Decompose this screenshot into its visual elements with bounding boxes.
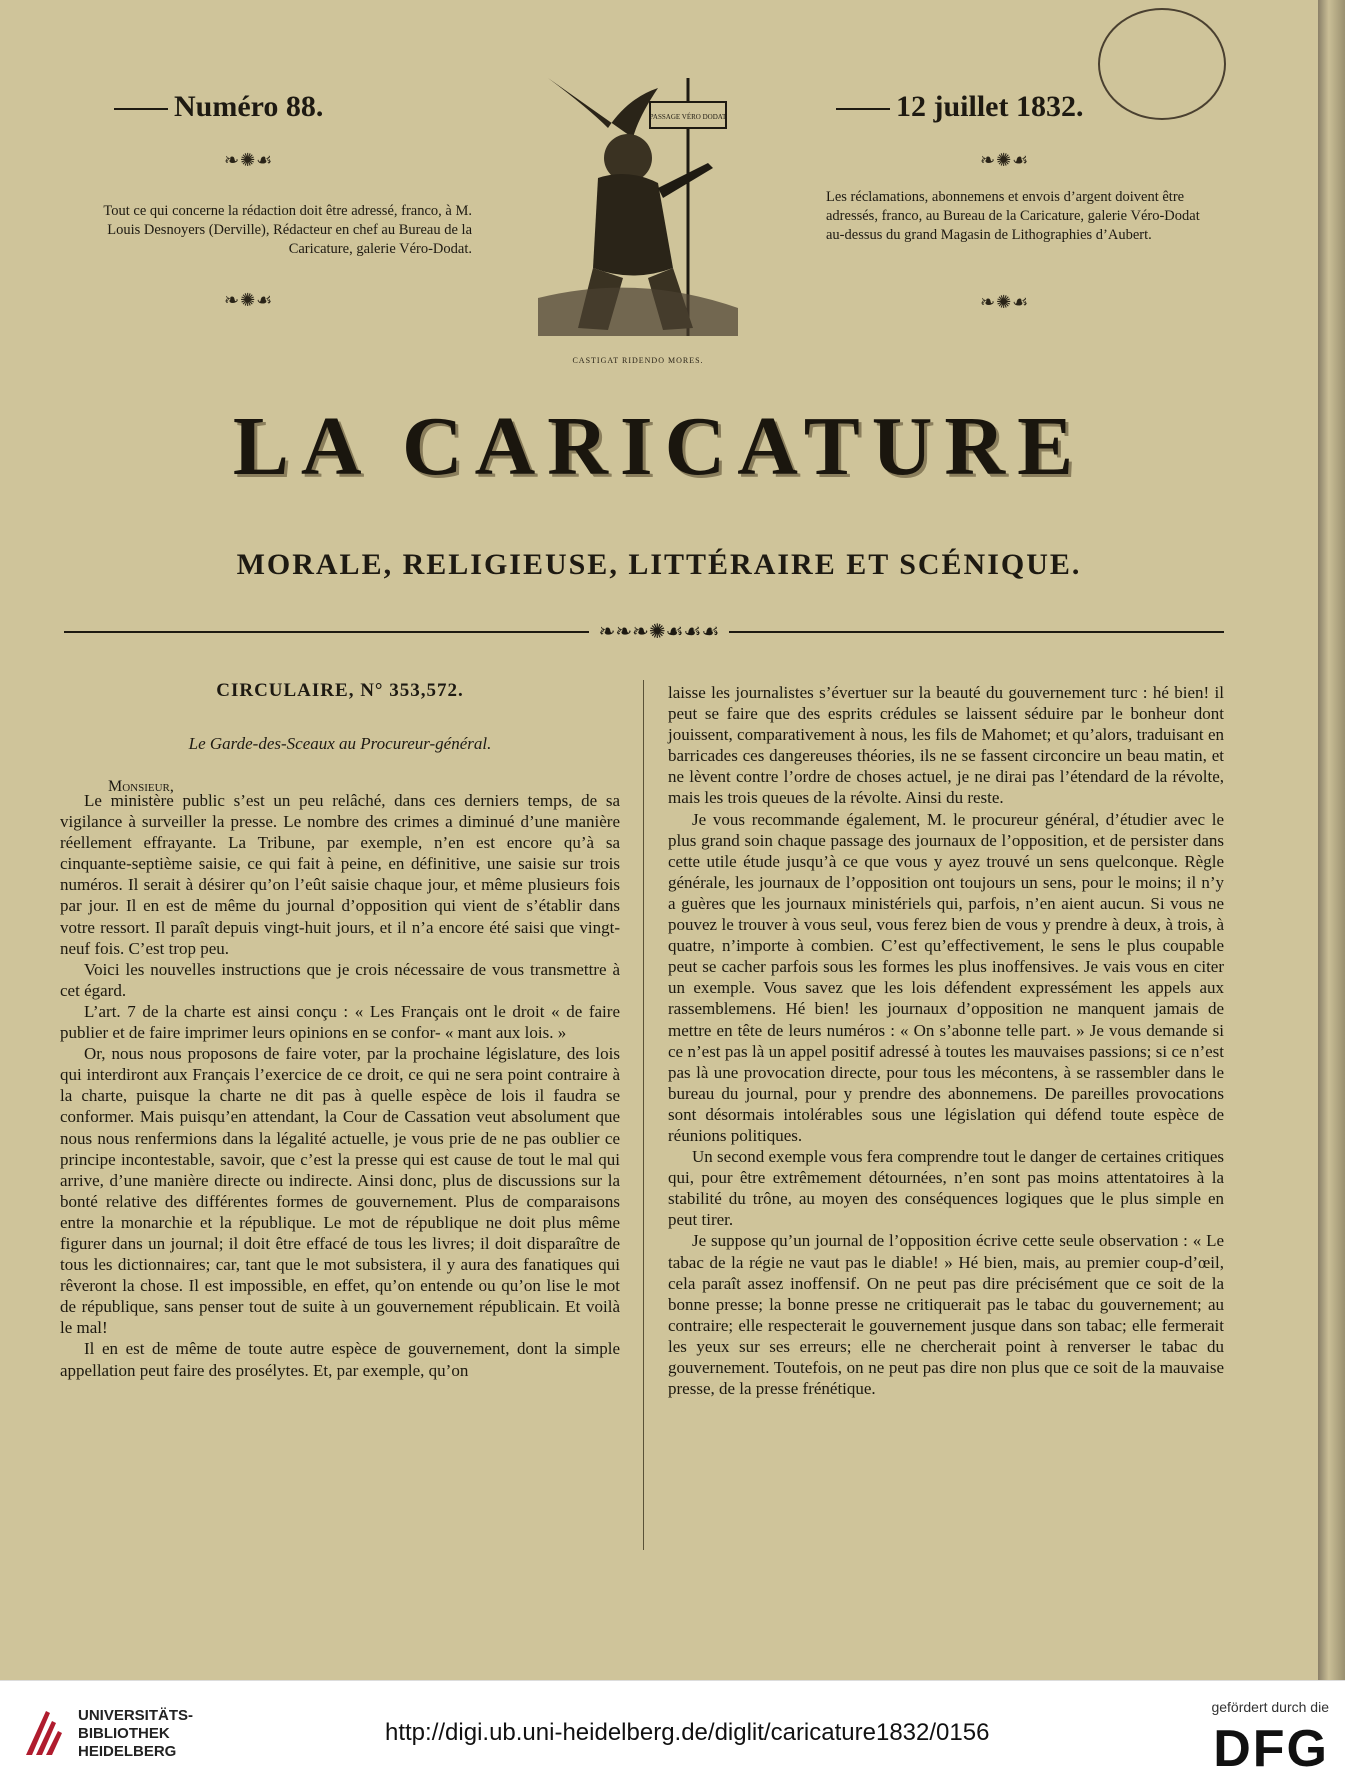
article-title: CIRCULAIRE, N° 353,572. — [216, 680, 464, 701]
motto: CASTIGAT RIDENDO MORES. — [572, 356, 704, 365]
ornament-right-bottom: ❧✺☙ — [980, 292, 1030, 312]
masthead-title: LA CARICATURE — [232, 400, 1086, 493]
masthead-subtitle: MORALE, RELIGIEUSE, LITTÉRAIRE ET SCÉNIQUE. — [236, 548, 1082, 581]
library-name: UNIVERSITÄTS- BIBLIOTHEK HEIDELBERG — [78, 1707, 194, 1760]
editorial-note: Tout ce qui concerne la rédaction doit être adressé, franco, à M. Louis Desnoyers (Derville), Rédacteur en chef au Bureau de la Caricature, galerie Véro-Dodat. — [103, 203, 472, 257]
paragraph: Je suppose qu’un journal de l’opposition écrive cette seule observation : « Le tabac de la régie ne vaut pas le diable! » Hé bien, mais, au premier coup-d’œil, cela paraît assez inoffensif. On ne peut pas dire précisément que ce soit de la bonne presse; la bonne presse ne critiquerait pas le tabac du gouvernement; au contraire; elle respecterait le gouvernement jusque dans son tabac; elle fermerait les yeux sur ses erreurs; elle ne chercherait point à renverser le tabac du gouvernement. Toutefois, on ne peut pas dire non plus que ce soit de la mauvaise presse, de la presse frénétique. — [668, 1231, 1224, 1399]
paragraph: Il en est de même de toute autre espèce de gouvernement, dont la simple appellation peut faire des prosélytes. Et, par exemple, qu’on — [60, 1339, 620, 1380]
paragraph: Le ministère public s’est un peu relâché, dans ces derniers temps, de sa vigilance à surveiller la presse. Le nombre des crimes a diminué d’une manière réellement effrayante. La Tribune, par exemple, n’en est encore qu’à sa cinquante-septième saisie, ce qui fait à peine, en définitive, une saisie sur trois numéros. Il serait à désirer qu’on l’eût saisie chaque jour, et même plusieurs fois par jour. Il en est de même du journal d’opposition qui vient de s’établir dans votre ressort. Il paraît depuis vingt-huit jours, et il n’a encore été saisi que vingt-neuf fois. C’est trop peu. — [60, 791, 620, 958]
jester-whip — [658, 163, 713, 198]
paragraph: L’art. 7 de la charte est ainsi conçu : « Les Français ont le droit « de faire publier et de faire imprimer leurs opinions en se confor- « mant aux lois. » — [60, 1001, 620, 1043]
jester-cap — [548, 78, 658, 138]
ornament-left-bottom: ❧✺☙ — [224, 290, 274, 310]
issue-number: Numéro 88. — [108, 90, 323, 124]
column-separator — [643, 680, 644, 1550]
salutation: Monsieur, — [108, 778, 174, 795]
subscription-note: Les réclamations, abonnemens et envois d’argent doivent être adressés, franco, au Bureau de la Caricature, galerie Véro-Dodat au-dessus du grand Magasin de Lithographies d’Aubert. — [826, 189, 1200, 243]
ornament-left-top: ❧✺☙ — [224, 150, 274, 170]
permalink[interactable]: http://digi.ub.uni-heidelberg.de/diglit/caricature1832/0156 — [385, 1719, 990, 1746]
article-subtitle: Le Garde-des-Sceaux au Procureur-général. — [188, 734, 492, 753]
paragraph: Voici les nouvelles instructions que je crois nécessaire de vous transmettre à cet égard. — [60, 959, 620, 1000]
left-column — [60, 790, 620, 1381]
banner-text: PASSAGE VÉRO DODAT — [649, 113, 727, 121]
issue-date: 12 juillet 1832. — [830, 90, 1084, 124]
paragraph: Or, nous nous proposons de faire voter, par la prochaine législature, des lois qui interdiront aux Français l’exercice de ce droit, ce qui ne sera point contraire à la charte, puisque la charte ne dit pas à quelle espèce de lois il faudra se conformer. Mais puisqu’en attendant, la Cour de Cassation veut absolument que nous nous renfermions dans la légalité actuelle, je vous prie de ne pas oublier ce principe incontestable, savoir, que c’est la presse qui est cause de tout le mal qui arrive, d’une manière directe ou indirecte. Ainsi donc, plus de discussions sur la bonté relative des différentes formes de gouvernement. Plus de comparaisons entre la monarchie et la république. Le mot de république ne doit plus même figurer dans un journal; il doit être effacé de tous les livres; il doit disparaître de tous les dictionnaires; car, tant que le mot subsistera, il y aura des fanatiques qui rêveront la chose. Il est impossible, en effet, qu’on entende ou qu’on lise le mot de république, sans penser tout de suite à un gouvernement républicain. Et voilà le mal! — [60, 1044, 620, 1338]
viewer-footer — [0, 1680, 1345, 1786]
tax-stamp — [1098, 8, 1226, 120]
jester-illustration — [538, 68, 738, 336]
dfg-logo[interactable]: DFG — [1213, 1720, 1329, 1778]
ubh-logo-icon[interactable] — [22, 1703, 70, 1759]
funding-label: gefördert durch die — [1211, 1699, 1329, 1715]
ornament-right-top: ❧✺☙ — [980, 150, 1030, 170]
paragraph: Un second exemple vous fera comprendre tout le danger de certaines critiques qui, pour être extrêmement détournées, n’en sont pas moins attentatoires à la stabilité du trône, au moyen des conséquences logiques que le plus simple en peut tirer. — [668, 1147, 1224, 1230]
right-column — [668, 682, 1224, 1399]
paragraph: laisse les journalistes s’évertuer sur la beauté du gouvernement turc : hé bien! il peut se faire que des esprits crédules se laissent séduire par le bonheur dont jouissent, comparativement à nous, les fils de Mahomet; et qu’alors, traduisant en barricades ces dangereuses théories, ils ne se fassent circoncire un beau matin, et ne lèvent contre l’ordre de choses actuel, je ne dirai pas l’étendard de la révolte, mais les trois queues de la révolte. Ainsi du reste. — [668, 683, 1224, 808]
ground — [538, 288, 738, 336]
divider-ornament: ❧❧❧✺☙☙☙ — [0, 619, 1318, 644]
page-edge — [1318, 0, 1345, 1680]
paragraph: Je vous recommande également, M. le procureur général, d’étudier avec le plus grand soin chaque passage des journaux de l’opposition, et de persister dans cette utile étude jusqu’à ce que vous y ayez trouvé un sens quelconque. Règle générale, les journaux de l’opposition ont toujours un sens, pour le moins; il n’y a guères que les journaux ministériels qui, parfois, n’en aient aucun. Si vous ne pouvez le trouver à vous seul, vous ferez bien de vous y prendre à deux, à trois, à quatre, n’importe à combien. C’est qu’effectivement, le sens le plus coupable peut se cacher parfois sous les formes les plus inoffensives. Je vais vous en citer un exemple. Vous savez que les lois défendent expressément les appels aux rassemblemens. Hé bien! les journaux d’opposition ne manquent jamais de mettre en tête de leurs numéros : « On s’abonne telle part. » Je vous demande si ce n’est pas là un appel positif adressé à toutes les mauvaises passions; si ce n’est pas là une provocation directe, pour tous les mécontens, à se rassembler dans le bureau du journal, pour y prendre des abonnemens. De pareilles provocations sont désormais intolérables sous une législation qui défend toute espèce de réunions politiques. — [668, 809, 1224, 1145]
